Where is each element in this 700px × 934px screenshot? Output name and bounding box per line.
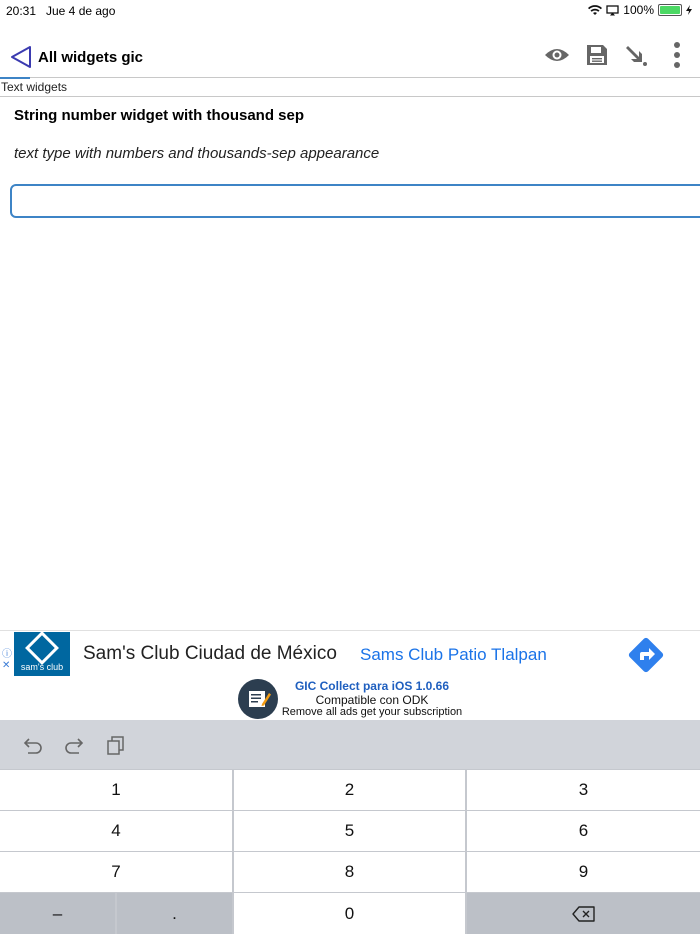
tab-active-indicator — [0, 77, 30, 79]
page-title: All widgets gic — [38, 49, 144, 66]
redo-icon[interactable] — [63, 734, 85, 756]
subscription-promo[interactable] — [0, 676, 700, 720]
status-bar — [0, 0, 700, 22]
keyboard-toolbar — [0, 720, 700, 769]
directions-icon[interactable] — [626, 635, 666, 675]
key-4[interactable]: 4 — [0, 811, 232, 851]
battery-percent: 100% — [623, 3, 654, 17]
promo-line-1: GIC Collect para iOS 1.0.66 — [294, 679, 450, 693]
nav-actions — [544, 42, 690, 68]
more-icon[interactable] — [664, 42, 690, 68]
key-9[interactable]: 9 — [467, 852, 700, 892]
save-icon[interactable] — [584, 42, 610, 68]
battery-icon — [658, 4, 682, 16]
ad-info-controls — [2, 649, 12, 671]
promo-line-3: Remove all ads get your subscription — [281, 706, 463, 718]
question-hint: text type with numbers and thousands-sep appearance — [14, 145, 380, 162]
ad-headline[interactable]: Sam's Club Ciudad de México — [83, 643, 337, 664]
key-delete[interactable] — [467, 893, 700, 934]
ad-subline[interactable]: Sams Club Patio Tlalpan — [360, 645, 547, 664]
numeric-keypad — [0, 769, 700, 934]
ad-logo-text: sam's club — [20, 662, 64, 672]
key-2[interactable]: 2 — [234, 770, 465, 810]
status-date: Jue 4 de ago — [46, 4, 116, 18]
key-8[interactable]: 8 — [234, 852, 465, 892]
key-minus[interactable]: – — [0, 893, 115, 934]
navigation-bar — [0, 36, 700, 78]
paste-icon[interactable] — [105, 734, 127, 756]
tab-text-widgets[interactable]: Text widgets — [1, 80, 68, 94]
close-icon[interactable]: ✕ — [2, 660, 11, 671]
question-title: String number widget with thousand sep — [14, 107, 305, 124]
eye-icon[interactable] — [544, 42, 570, 68]
status-right — [588, 3, 692, 17]
ad-logo — [14, 632, 70, 676]
key-dot[interactable]: . — [117, 893, 232, 934]
key-6[interactable]: 6 — [467, 811, 700, 851]
ad-banner[interactable] — [0, 630, 700, 678]
charging-icon — [686, 5, 692, 15]
key-1[interactable]: 1 — [0, 770, 232, 810]
back-icon[interactable] — [8, 44, 34, 70]
wifi-icon — [588, 5, 602, 16]
undo-icon[interactable] — [22, 734, 44, 756]
number-input[interactable] — [10, 184, 700, 218]
key-7[interactable]: 7 — [0, 852, 232, 892]
key-0[interactable]: 0 — [234, 893, 465, 934]
backspace-icon — [572, 906, 596, 922]
tab-strip — [0, 77, 700, 97]
status-time: 20:31 — [6, 4, 37, 18]
export-icon[interactable] — [624, 42, 650, 68]
info-icon[interactable]: ⓘ — [2, 649, 12, 660]
key-3[interactable]: 3 — [467, 770, 700, 810]
promo-line-2: Compatible con ODK — [315, 693, 429, 707]
sams-diamond-icon — [25, 631, 59, 665]
key-5[interactable]: 5 — [234, 811, 465, 851]
screen-mirroring-icon — [606, 5, 619, 16]
